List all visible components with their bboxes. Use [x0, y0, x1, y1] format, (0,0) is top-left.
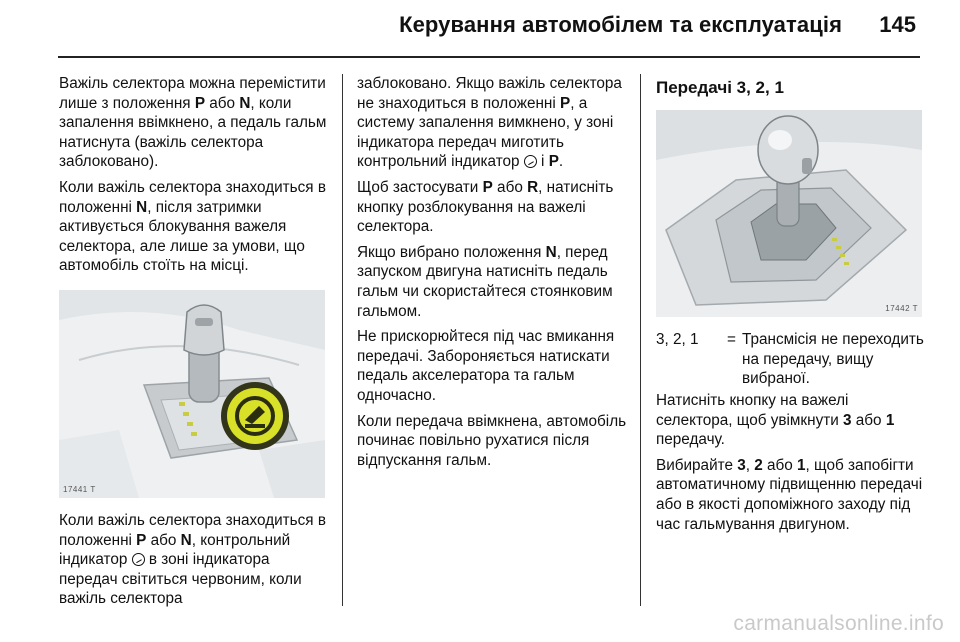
- selector-lever-illustration: [59, 290, 325, 498]
- paragraph: Важіль селектора можна перемістити лише з положення P або N, коли запалення ввімкнено, а педаль гальм натиснута (важіль селектора заблоковано).: [59, 75, 327, 171]
- header-rule: [58, 56, 920, 58]
- figure-code: 17441 T: [63, 485, 96, 494]
- column-1-lower: [59, 511, 331, 615]
- paragraph: Коли важіль селектора знаходиться в положенні P або N, контрольний індикатор в зоні індикатора передач світиться червоним, коли важіль селектора: [59, 512, 326, 608]
- gear-selector-illustration: [656, 110, 922, 317]
- paragraph: Вибирайте 3, 2 або 1, щоб запобігти автоматичному підвищенню передачі або в якості допоміжного заходу під час гальмування двигуном.: [656, 456, 923, 533]
- figure-selector-lever-locked: [59, 290, 325, 498]
- paragraph: Натисніть кнопку на важелі селектора, щоб увімкнути 3 або 1 передачу.: [656, 392, 895, 449]
- column-2: [357, 74, 629, 476]
- brake-pedal-indicator-icon: [524, 155, 537, 168]
- brake-pedal-indicator-icon: [132, 553, 145, 566]
- page-title: Керування автомобілем та експлуатація: [399, 12, 842, 37]
- paragraph: Щоб застосувати P або R, натисніть кнопку розблокування на важелі селектора.: [357, 178, 614, 236]
- watermark: carmanualsonline.info: [733, 612, 944, 635]
- column-1: [59, 74, 331, 282]
- column-3-text: [656, 391, 926, 540]
- paragraph: заблоковано. Якщо важіль селектора не знаходиться в положенні P, а систему запалення вимкнено, у зоні індикатора передач миготить контрольний індикатор і P.: [357, 75, 622, 171]
- section-title: Передачі 3, 2, 1: [656, 78, 784, 97]
- figure-gear-selector: [656, 110, 922, 317]
- paragraph: Коли важіль селектора знаходиться в положенні N, після затримки активується блокування важеля селектора, але лише за умови, що автомобіль стоїть на місці.: [59, 178, 326, 275]
- paragraph: Не прискорюйтеся під час вмикання передачі. Забороняється натискати педаль акселератора та гальм одночасно.: [357, 328, 615, 404]
- column-divider: [640, 74, 641, 606]
- column-divider: [342, 74, 343, 606]
- figure-code: 17442 T: [885, 304, 918, 313]
- page-number: 145: [879, 12, 916, 37]
- definition-equals: =: [727, 331, 736, 348]
- paragraph: Якщо вибрано положення N, перед запуском двигуна натисніть педаль гальм чи скористайтеся стоянковим гальмом.: [357, 243, 613, 320]
- definition-term: 3, 2, 1: [656, 331, 699, 348]
- paragraph: Коли передача ввімкнена, автомобіль починає повільно рухатися після відпускання гальм.: [357, 412, 627, 469]
- definition-description: Трансмісія не переходить на передачу, вищу вибраної.: [742, 331, 924, 388]
- page-header: [0, 0, 960, 54]
